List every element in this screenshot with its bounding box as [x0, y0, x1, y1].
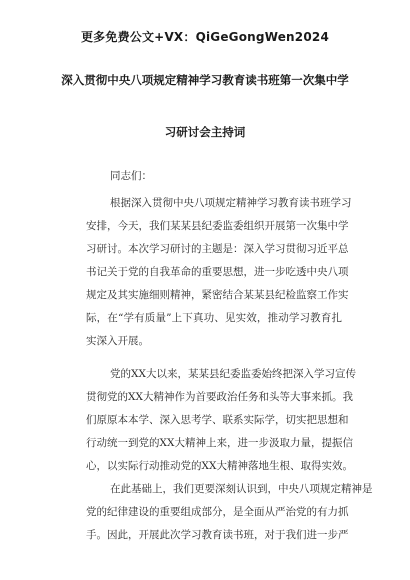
paragraph-2-line: 党的XX大以来，某某县纪委监委始终把深入学习宣传	[110, 368, 356, 380]
salutation: 同志们：	[110, 170, 152, 182]
paragraph-1-line: 书记关于党的自我革命的重要思想，进一步吃透中央八项	[86, 266, 349, 278]
paragraph-1-line: 习研讨。本次学习研讨的主题是：深入学习贯彻习近平总	[86, 243, 349, 255]
paragraph-1-line: 实深入开展。	[86, 335, 149, 347]
paragraph-1-line: 际，在“学有质量”上下真功、见实效，推动学习教育扎	[86, 312, 342, 324]
header-promo-text: 更多免费公文+VX：QiGeGongWen2024	[80, 30, 329, 44]
paragraph-2-line: 贯彻党的XX大精神作为首要政治任务和头等大事来抓。我	[86, 391, 353, 403]
paragraph-2-line: 行动统一到党的XX大精神上来，进一步汲取力量，提振信	[86, 437, 353, 449]
paragraph-1-line: 根据深入贯彻中央八项规定精神学习教育读书班学习	[110, 197, 352, 209]
document-title-line-1: 深入贯彻中央八项规定精神学习教育读书班第一次集中学	[61, 73, 349, 87]
paragraph-3-line: 党的纪律建设的重要组成部分，是全面从严治党的有力抓	[86, 506, 349, 518]
paragraph-1-line: 安排，今天，我们某某县纪委监委组织开展第一次集中学	[86, 220, 349, 232]
document-title-line-2: 习研讨会主持词	[164, 125, 246, 139]
paragraph-2-line: 心，以实际行动推动党的XX大精神落地生根、取得实效。	[86, 460, 353, 472]
paragraph-2-line: 们原原本本学、深入思考学、联系实际学，切实把思想和	[86, 414, 349, 426]
paragraph-3-line: 在此基础上，我们更要深刻认识到，中央八项规定精神是	[110, 483, 373, 495]
paragraph-1-line: 规定及其实施细则精神，紧密结合某某县纪检监察工作实	[86, 289, 349, 301]
paragraph-3-line: 手。因此，开展此次学习教育读书班，对于我们进一步严	[86, 529, 349, 541]
